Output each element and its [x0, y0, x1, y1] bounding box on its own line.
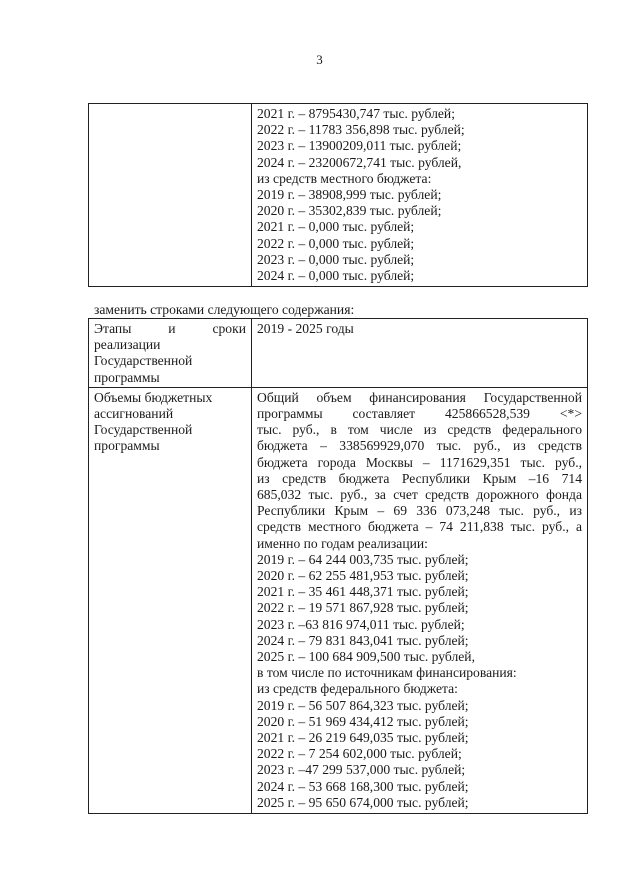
- row-label-line: Объемы бюджетных: [94, 389, 213, 405]
- row-label-line: реализации: [94, 337, 161, 353]
- table-row: [89, 387, 588, 813]
- paragraph-line: программы составляет 425866528,539 <*>: [257, 406, 582, 422]
- text-line: 2023 г. –47 299 537,000 тыс. рублей;: [257, 762, 466, 778]
- label-word: Этапы: [94, 321, 132, 336]
- text-line: 2020 г. – 62 255 481,953 тыс. рублей;: [257, 568, 469, 584]
- row-value-cell: [252, 319, 588, 388]
- paragraph-line: тыс. руб., в том числе из средств федерального: [257, 422, 582, 438]
- row-value-cell: [252, 387, 588, 813]
- text-line: 2023 г. – 13900209,011 тыс. рублей;: [257, 138, 462, 154]
- text-line: 2023 г. – 0,000 тыс. рублей;: [257, 251, 415, 267]
- text-line: 2022 г. – 7 254 602,000 тыс. рублей;: [257, 746, 462, 762]
- text-line: 2019 г. – 56 507 864,323 тыс. рублей;: [257, 697, 469, 713]
- text-line: 2024 г. – 79 831 843,041 тыс. рублей;: [257, 632, 469, 648]
- row-value: 2019 - 2025 годы: [257, 321, 354, 336]
- table-cell-empty: [89, 104, 252, 287]
- page-number: 3: [316, 52, 323, 67]
- text-line: в том числе по источникам финансирования:: [257, 665, 517, 681]
- paragraph-line: бюджета города Москвы – 1171629,351 тыс. руб.,: [257, 454, 582, 470]
- paragraph-line: 685,032 тыс. руб., за счет средств дорожного фонда: [257, 487, 582, 503]
- text-line: из средств федерального бюджета:: [257, 681, 458, 697]
- text-line: 2021 г. – 26 219 649,035 тыс. рублей;: [257, 730, 469, 746]
- text-line: 2022 г. – 11783 356,898 тыс. рублей;: [257, 122, 465, 138]
- paragraph-line: из средств бюджета Республики Крым –16 714: [257, 470, 582, 486]
- paragraph-line: Общий объем финансирования Государственной: [257, 389, 582, 405]
- label-word: сроки: [212, 321, 246, 336]
- label-word: и: [168, 321, 176, 336]
- row-label-cell: [89, 387, 252, 813]
- text-line: 2021 г. – 35 461 448,371 тыс. рублей;: [257, 584, 469, 600]
- replacement-table: [88, 318, 588, 814]
- paragraph-line: средств местного бюджета – 74 211,838 тыс. руб., а: [257, 519, 582, 535]
- row-label-line: программы: [94, 438, 160, 454]
- text-line: 2024 г. – 53 668 168,300 тыс. рублей;: [257, 778, 469, 794]
- text-line: 2019 г. – 38908,999 тыс. рублей;: [257, 187, 442, 203]
- row-label-line: [94, 321, 246, 337]
- text-line: 2019 г. – 64 244 003,735 тыс. рублей;: [257, 551, 469, 567]
- row-label-line: Государственной: [94, 422, 193, 438]
- row-label-cell: [89, 319, 252, 388]
- text-line: 2021 г. – 8795430,747 тыс. рублей;: [257, 106, 455, 121]
- text-line: 2020 г. – 51 969 434,412 тыс. рублей;: [257, 713, 469, 729]
- previous-table: [88, 103, 588, 287]
- paragraph-line: бюджета – 338569929,070 тыс. руб., из средств: [257, 438, 582, 454]
- intro-text: заменить строками следующего содержания:: [94, 302, 355, 317]
- paragraph-line: Республики Крым – 69 336 073,248 тыс. руб., из: [257, 503, 582, 519]
- row-label-line: Государственной: [94, 353, 193, 369]
- row-label-line: ассигнований: [94, 406, 174, 422]
- text-line: 2022 г. – 0,000 тыс. рублей;: [257, 235, 415, 251]
- text-line: 2023 г. –63 816 974,011 тыс. рублей;: [257, 616, 465, 632]
- table-row: [89, 319, 588, 388]
- row-label-line: программы: [94, 369, 160, 385]
- text-line: 2020 г. – 35302,839 тыс. рублей;: [257, 203, 442, 219]
- table-row: [89, 104, 588, 287]
- text-line: 2024 г. – 0,000 тыс. рублей;: [257, 268, 415, 284]
- text-line: из средств местного бюджета:: [257, 170, 432, 186]
- paragraph-line: именно по годам реализации:: [257, 535, 428, 551]
- text-line: 2022 г. – 19 571 867,928 тыс. рублей;: [257, 600, 469, 616]
- table-cell-values: [252, 104, 588, 287]
- text-line: 2025 г. – 95 650 674,000 тыс. рублей;: [257, 794, 469, 810]
- text-line: 2025 г. – 100 684 909,500 тыс. рублей,: [257, 649, 475, 665]
- text-line: 2024 г. – 23200672,741 тыс. рублей,: [257, 154, 462, 170]
- text-line: 2021 г. – 0,000 тыс. рублей;: [257, 219, 415, 235]
